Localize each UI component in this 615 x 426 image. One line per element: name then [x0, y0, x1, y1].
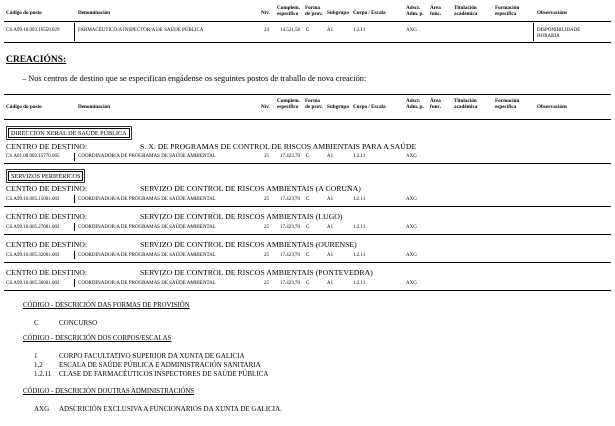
- col-denominacion: Denominación: [78, 104, 110, 110]
- posto-name: COORDINADOR/A DE PROGRAMAS DE SAÚDE AMBIENTAL: [78, 154, 216, 159]
- col-complem: Complem. específico: [277, 5, 300, 17]
- legend-code: 1.2: [34, 361, 43, 369]
- col-area: Área func.: [430, 98, 442, 110]
- divider: [74, 195, 75, 203]
- posto-complem: 17.423,70: [280, 197, 300, 202]
- posto-complem: 17.423,70: [280, 225, 300, 230]
- centro-name: SERVIZO DE CONTROL DE RISCOS AMBIENTAIS (LUGO): [140, 212, 343, 221]
- col-forma: Forma de prov.: [305, 5, 323, 17]
- centro-label: CENTRO DE DESTINO:: [6, 268, 87, 277]
- posto-code: CS.A99.10.005.32001.002: [6, 253, 60, 258]
- posto-subgrupo: A1: [327, 197, 334, 202]
- posto-code: CS.A99.10.005.15001.002: [6, 197, 60, 202]
- legend-desc: ADSCRICIÓN EXCLUSIVA A FUNCIONARIOS DA XUNTA DE GALICIA.: [59, 405, 282, 413]
- intro-text: – Nos centros de destino que se especifican engádense os seguintes postos de traballo de nova creación:: [22, 74, 367, 83]
- divider: [4, 234, 611, 235]
- divider: [74, 153, 75, 161]
- legend-desc: CORPO FACULTATIVO SUPERIOR DA XUNTA DE GALICIA: [59, 352, 245, 360]
- posto-corpo: 1.2.11: [353, 281, 366, 286]
- posto-forma: C: [306, 154, 310, 159]
- col-observacions: Observacións: [537, 10, 567, 16]
- posto-subgrupo: A1: [327, 281, 334, 286]
- posto-code: CS.A01.00.002.15770.005: [6, 154, 60, 159]
- posto-corpo: 1.2.11: [353, 197, 366, 202]
- posto-corpo: 1.2.11: [353, 154, 366, 159]
- posto-subgrupo: A1: [327, 253, 334, 258]
- divider: [74, 23, 75, 41]
- posto-obs: HORARIA: [537, 34, 560, 39]
- posto-adscr: AXG: [406, 281, 417, 286]
- posto-adscr: AXG: [406, 253, 417, 258]
- centro-name: S. X. DE PROGRAMAS DE CONTROL DE RISCOS AMBIENTAIS PARA A SAÚDE: [140, 142, 417, 151]
- posto-forma: C: [306, 281, 310, 286]
- posto-niv: 25: [264, 281, 269, 286]
- posto-subgrupo: A1: [327, 225, 334, 230]
- col-titulacion: Titulación académica: [454, 98, 478, 110]
- direction-label: DIRECCIÓN XERAL DE SAÚDE PÚBLICA: [8, 128, 130, 138]
- posto-adscr: AXG: [406, 28, 417, 33]
- posto-subgrupo: A1: [327, 28, 334, 33]
- centro-label: CENTRO DE DESTINO:: [6, 212, 87, 221]
- posto-niv: 25: [264, 197, 269, 202]
- legend-formas-title: CÓDIGO - DESCRICIÓN DAS FORMAS DE PROVISIÓN: [23, 302, 190, 309]
- col-subgrupo: Subgrupo: [327, 10, 349, 16]
- centro-name: SERVIZO DE CONTROL DE RISCOS AMBIENTAIS (A CORUÑA): [140, 184, 361, 193]
- posto-name: COORDINADOR/A DE PROGRAMAS DE SAÚDE AMBIENTAL: [78, 197, 216, 202]
- posto-niv: 25: [264, 154, 269, 159]
- col-area: Área func.: [430, 5, 442, 17]
- centro-label: CENTRO DE DESTINO:: [6, 184, 87, 193]
- col-formacion: Formación específica: [495, 5, 520, 17]
- posto-obs: DISPONIBILIDADE: [537, 28, 581, 33]
- posto-name: COORDINADOR/A DE PROGRAMAS DE SAÚDE AMBIENTAL: [78, 225, 216, 230]
- divider: [4, 163, 611, 164]
- posto-forma: C: [306, 225, 310, 230]
- divider: [4, 21, 611, 22]
- posto-code: CS.A99.10.005.36001.002: [6, 281, 60, 286]
- legend-desc: CLASE DE FARMACÉUTICOS INSPECTORES DE SAÚDE PÚBLICA: [59, 370, 269, 378]
- posto-niv: 24: [264, 28, 269, 33]
- col-titulacion: Titulación académica: [454, 5, 478, 17]
- legend-corpos-title: CÓDIGO - DESCRICIÓN DOS CORPOS/ESCALAS: [23, 335, 172, 342]
- posto-forma: C: [306, 197, 310, 202]
- posto-subgrupo: A1: [327, 154, 334, 159]
- posto-name: FARMACÉUTICO/A INSPECTOR/A DE SAÚDE PÚBLICA: [78, 28, 204, 33]
- legend-code: C: [34, 319, 39, 327]
- divider: [4, 94, 611, 95]
- posto-adscr: AXG: [406, 197, 417, 202]
- section-title: CREACIÓNS:: [6, 55, 67, 65]
- legend-desc: CONCURSO: [59, 319, 98, 327]
- divider: [4, 206, 611, 207]
- col-observacions: Observacións: [537, 104, 567, 110]
- divider: [4, 42, 611, 43]
- divider: [4, 262, 611, 263]
- col-corpo: Corpo / Escala: [353, 10, 386, 16]
- posto-name: COORDINADOR/A DE PROGRAMAS DE SAÚDE AMBIENTAL: [78, 253, 216, 258]
- posto-adscr: AXG: [406, 154, 417, 159]
- posto-corpo: 1.2.11: [353, 28, 366, 33]
- centro-name: SERVIZO DE CONTROL DE RISCOS AMBIENTAIS (PONTEVEDRA): [140, 268, 373, 277]
- col-subgrupo: Subgrupo: [327, 104, 349, 110]
- divider: [74, 223, 75, 231]
- posto-code: CS.A99.10.005.27001.002: [6, 225, 60, 230]
- col-codigo: Código do posto: [6, 104, 42, 110]
- posto-complem: 17.423,70: [280, 253, 300, 258]
- centro-label: CENTRO DE DESTINO:: [6, 240, 87, 249]
- col-niv: Nív.: [261, 104, 270, 110]
- posto-adscr: AXG: [406, 225, 417, 230]
- legend-code: 1: [34, 352, 38, 360]
- centro-name: SERVIZO DE CONTROL DE RISCOS AMBIENTAIS (OURENSE): [140, 240, 357, 249]
- divider: [74, 251, 75, 259]
- posto-complem: 17.423,70: [280, 281, 300, 286]
- col-adscr: Adscr. Adm. p.: [406, 98, 424, 110]
- posto-corpo: 1.2.11: [353, 253, 366, 258]
- posto-forma: C: [306, 253, 310, 258]
- col-codigo: Código do posto: [6, 10, 42, 16]
- divider: [74, 279, 75, 287]
- col-niv: Nív.: [261, 10, 270, 16]
- posto-corpo: 1.2.11: [353, 225, 366, 230]
- posto-niv: 25: [264, 225, 269, 230]
- posto-code: CS.A99.10.003.16550.029: [6, 28, 60, 33]
- posto-niv: 25: [264, 253, 269, 258]
- servizos-label: SERVIZOS PERIFÉRICOS: [8, 171, 83, 181]
- col-denominacion: Denominación: [78, 10, 110, 16]
- col-forma: Forma de prov.: [305, 98, 323, 110]
- posto-complem: 14.521,58: [280, 28, 300, 33]
- legend-code: AXG: [34, 405, 50, 413]
- col-adscr: Adscr. Adm. p.: [406, 5, 424, 17]
- posto-name: COORDINADOR/A DE PROGRAMAS DE SAÚDE AMBIENTAL: [78, 281, 216, 286]
- divider: [4, 119, 611, 120]
- legend-desc: ESCALA DE SAÚDE PÚBLICA E ADMINISTRACIÓN SANITARIA: [59, 361, 261, 369]
- posto-complem: 17.423,70: [280, 154, 300, 159]
- legend-adm-title: CÓDIGO - DESCRICIÓN DOUTRAS ADMINISTRACIÓNS: [23, 388, 195, 395]
- col-formacion: Formación específica: [495, 98, 520, 110]
- centro-label: CENTRO DE DESTINO:: [6, 142, 87, 151]
- legend-code: 1.2.11: [34, 370, 52, 378]
- posto-forma: C: [306, 28, 310, 33]
- divider: [533, 23, 534, 41]
- divider: [4, 290, 611, 291]
- col-complem: Complem. específico: [277, 98, 300, 110]
- col-corpo: Corpo / Escala: [353, 104, 386, 110]
